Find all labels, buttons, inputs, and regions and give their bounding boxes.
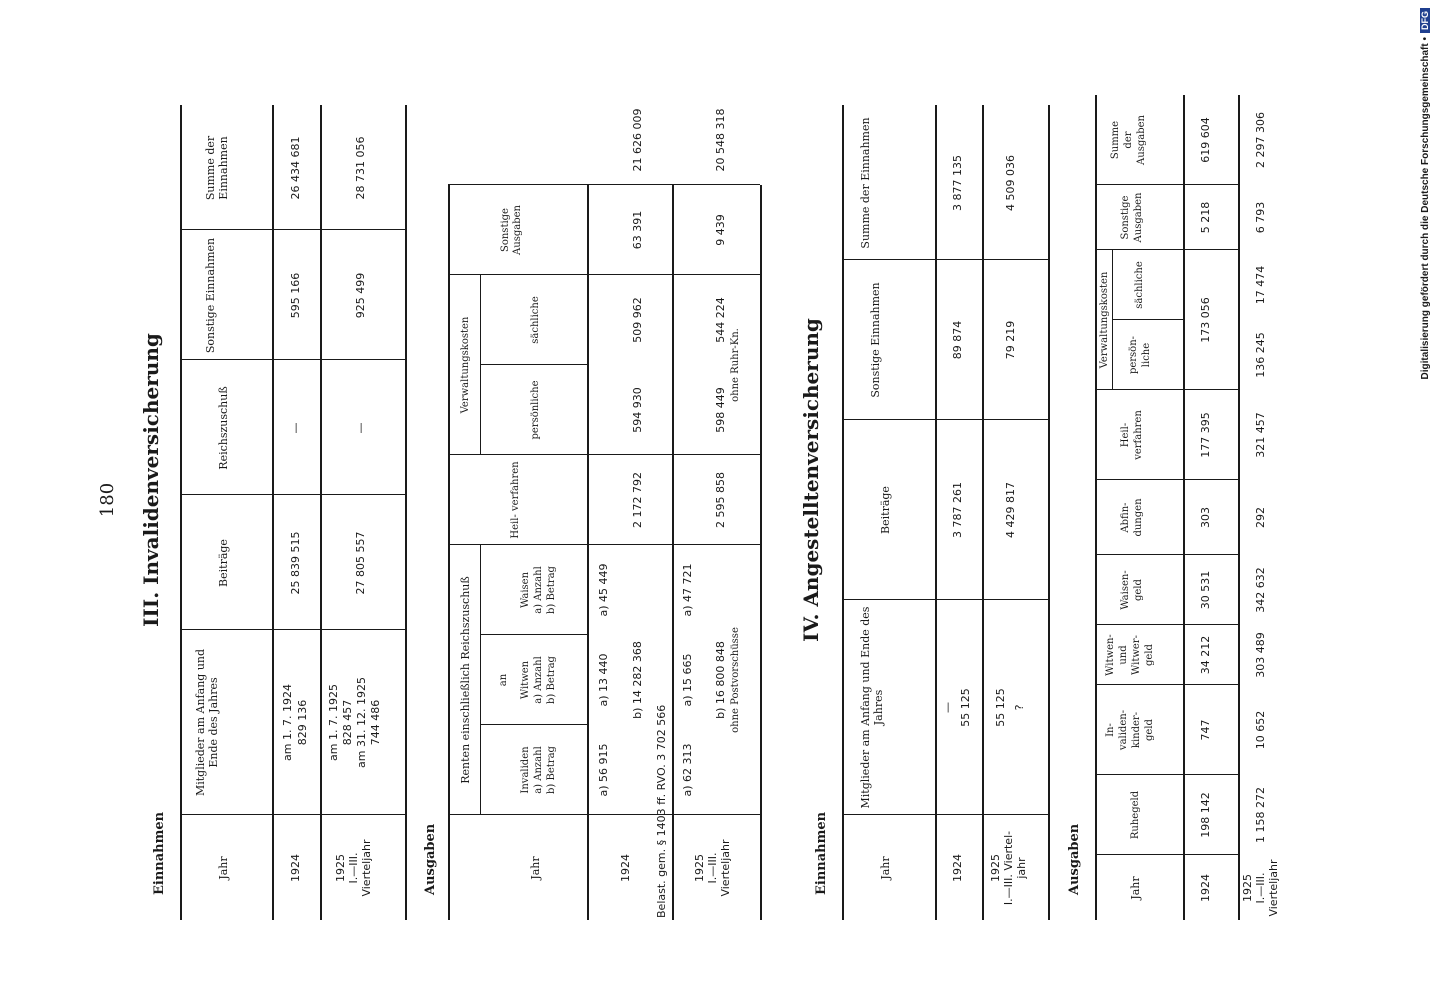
- row-witwen: 303 489: [1254, 632, 1267, 678]
- header-waisen: a) Anzahl: [533, 566, 544, 614]
- table-rule: [1095, 184, 1238, 185]
- header-jahr: Jahr: [529, 856, 542, 880]
- section4-title: IV. Angestelltenversicherung: [799, 318, 823, 642]
- table-rule: [448, 184, 760, 185]
- row-members: am 1. 7. 1925: [327, 684, 340, 761]
- header-sonstige: Sonstige Einnahmen: [869, 282, 882, 398]
- row-year: 1924: [951, 854, 964, 882]
- header-waisen: Waisen-: [1120, 570, 1131, 610]
- table-rule: [448, 185, 450, 920]
- header-invaliden: kinder-: [1131, 711, 1142, 749]
- header-summe: der: [1123, 131, 1134, 149]
- row-waisen: a) 45 449: [597, 563, 610, 617]
- header-persoenliche: persön-: [1128, 335, 1139, 375]
- table-rule: [1095, 554, 1238, 555]
- row-betrag: b) 14 282 368: [631, 641, 644, 719]
- row-invaliden: a) 62 313: [681, 743, 694, 797]
- table-rule: [1095, 774, 1238, 775]
- row-betrag-note: ohne Postvorschüsse: [730, 627, 741, 733]
- row-sonstige: 925 499: [354, 272, 367, 319]
- row-members: 829 136: [296, 699, 309, 746]
- row-year: I.—III.: [347, 852, 360, 884]
- row-saechliche-note: ohne Ruhr-Kn.: [730, 328, 741, 402]
- table-rule: [448, 544, 760, 545]
- table-rule: [320, 105, 322, 920]
- row-witwen: 34 212: [1199, 635, 1212, 675]
- ausgaben-note: Belast. gem. § 1403 ff. RVO. 3 702 566: [655, 704, 668, 918]
- row-reichszuschuss: —: [354, 422, 367, 434]
- header-invaliden: validen-: [1118, 709, 1129, 751]
- header-witwen: Witwen: [520, 660, 531, 700]
- dfg-logo: DFG: [1420, 8, 1430, 33]
- row-abfindungen: 303: [1199, 507, 1212, 528]
- table-rule: [842, 814, 1048, 815]
- table-rule: [448, 814, 760, 815]
- row-invaliden: a) 56 915: [597, 743, 610, 797]
- header-jahr: Jahr: [217, 856, 230, 880]
- row-sonstige: 9 439: [714, 214, 727, 246]
- section4-ausgaben-label: Ausgaben: [1067, 823, 1082, 895]
- row-abfindungen: 292: [1254, 507, 1267, 528]
- header-witwen: geld: [1144, 644, 1155, 666]
- row-reichszuschuss: —: [289, 422, 302, 434]
- table-rule: [1048, 105, 1050, 920]
- header-mitglieder: Mitglieder am Anfang und Ende des Jahres: [194, 648, 220, 797]
- header-sonstige: Sonstige: [1120, 195, 1131, 240]
- row-year: 1924: [1199, 874, 1212, 902]
- row-summe: 28 731 056: [354, 136, 367, 200]
- row-summe: 21 626 009: [631, 108, 644, 172]
- header-invaliden: In-: [1105, 723, 1116, 737]
- row-summe: 20 548 318: [714, 108, 727, 172]
- header-persoenliche: liche: [1141, 342, 1152, 368]
- header-mitglieder: Mitglieder am Anfang und Ende des Jahres: [859, 606, 885, 809]
- row-summe: 3 877 135: [951, 155, 964, 211]
- table-rule: [180, 814, 405, 815]
- table-rule: [480, 634, 587, 635]
- row-year: 1924: [289, 854, 302, 882]
- row-persoenliche: 594 930: [631, 387, 644, 433]
- row-year: jahr: [1015, 857, 1028, 879]
- header-saechliche: sächliche: [530, 296, 541, 344]
- row-members: am 1. 7. 1924: [281, 684, 294, 761]
- row-beitraege: 4 429 817: [1004, 482, 1017, 538]
- row-persoenliche: 136 245: [1254, 332, 1267, 378]
- row-ruhegeld: 198 142: [1199, 792, 1212, 838]
- row-year: 1924: [619, 854, 632, 882]
- table-rule: [842, 105, 844, 920]
- table-rule: [180, 359, 405, 360]
- row-betrag: b) 16 800 848: [714, 641, 727, 719]
- table-rule: [480, 275, 481, 455]
- table-rule: [480, 364, 587, 365]
- row-heilverfahren: 2 172 792: [631, 472, 644, 528]
- footer-bar: [1418, 8, 1432, 992]
- header-persoenliche: persönliche: [530, 380, 541, 440]
- row-beitraege: 27 805 557: [354, 531, 367, 595]
- header-verwaltungskosten: Verwaltungskosten: [460, 316, 471, 414]
- header-abfindungen: dungen: [1133, 498, 1144, 537]
- header-summe: Summe der Einnahmen: [204, 135, 230, 201]
- table-rule: [842, 599, 1048, 600]
- row-members: 55 125: [959, 688, 972, 727]
- row-members: 744 486: [369, 699, 382, 746]
- table-rule: [935, 105, 937, 920]
- row-saechliche: 509 962: [631, 297, 644, 343]
- row-members: 828 457: [341, 699, 354, 746]
- row-witwen: a) 13 440: [597, 653, 610, 707]
- table-rule: [1095, 95, 1097, 920]
- table-rule: [1095, 684, 1238, 685]
- row-persoenliche: 598 449: [714, 387, 727, 433]
- header-verwaltungskosten: Verwaltungskosten: [1099, 271, 1110, 369]
- table-rule: [1095, 854, 1238, 855]
- header-waisen: Waisen: [520, 571, 531, 609]
- row-ruhegeld: 1 158 272: [1254, 787, 1267, 843]
- table-rule: [1112, 319, 1183, 320]
- row-sonstige: 595 166: [289, 272, 302, 319]
- row-heilverfahren: 177 395: [1199, 412, 1212, 458]
- row-summe: 4 509 036: [1004, 155, 1017, 211]
- header-heilverfahren: verfahren: [1133, 410, 1144, 460]
- table-rule: [842, 259, 1048, 260]
- row-members: 55 125: [994, 688, 1007, 727]
- row-beitraege: 3 787 261: [951, 482, 964, 538]
- header-witwen: Witwer-: [1131, 635, 1142, 675]
- row-members: am 31. 12. 1925: [355, 677, 368, 768]
- table-rule: [180, 629, 405, 630]
- header-sonstige: Sonstige Ausgaben: [500, 205, 523, 255]
- row-year: I.—III.: [1254, 872, 1267, 904]
- header-summe: Summe der Einnahmen: [859, 117, 872, 249]
- header-summe: Summe: [1110, 120, 1121, 160]
- header-witwen: an: [498, 673, 509, 687]
- header-heilverfahren: Heil-: [1120, 422, 1131, 448]
- table-rule: [180, 105, 182, 920]
- header-beitraege: Beiträge: [217, 539, 230, 587]
- row-sonstige: 79 219: [1004, 320, 1017, 360]
- footer-text-wrap: [1418, 8, 1432, 992]
- row-invaliden: 10 652: [1254, 710, 1267, 750]
- section3-ausgaben-label: Ausgaben: [423, 823, 438, 895]
- footer-text: Digitalisierung gefördert durch die Deutsche Forschungsgemeinschaft •: [1419, 37, 1431, 380]
- row-year: 1925: [1241, 874, 1254, 902]
- header-reichszuschuss: Reichszuschuß: [217, 386, 230, 470]
- table-rule: [1095, 479, 1238, 480]
- row-witwen: a) 15 665: [681, 653, 694, 707]
- header-abfindungen: Abfin-: [1120, 502, 1131, 533]
- header-witwen: Witwen-: [1105, 634, 1116, 676]
- row-summe: 26 434 681: [289, 136, 302, 200]
- row-year: Vierteljahr: [719, 839, 732, 897]
- section4-einnahmen-label: Einnahmen: [814, 811, 829, 895]
- section3-einnahmen-label: Einnahmen: [152, 811, 167, 895]
- header-jahr: Jahr: [1129, 876, 1142, 900]
- header-heilverfahren: Heil- verfahren: [510, 461, 521, 539]
- row-saechliche: 544 224: [714, 297, 727, 343]
- header-invaliden: a) Anzahl: [533, 746, 544, 794]
- table-rule: [480, 724, 587, 725]
- row-sonstige: 63 391: [631, 210, 644, 250]
- page-number: 180: [97, 482, 118, 518]
- row-summe: 2 297 306: [1254, 112, 1267, 168]
- row-year: I.—III.: [706, 852, 719, 884]
- header-witwen: b) Betrag: [546, 656, 557, 704]
- table-rule: [1095, 389, 1238, 390]
- row-waisen: 342 632: [1254, 567, 1267, 613]
- row-members: —: [941, 702, 954, 713]
- table-rule: [180, 494, 405, 495]
- row-sonstige: 89 874: [951, 320, 964, 360]
- header-waisen: geld: [1133, 579, 1144, 601]
- row-beitraege: 25 839 515: [289, 531, 302, 595]
- table-rule: [982, 105, 984, 920]
- section3-title: III. Invalidenversicherung: [139, 333, 163, 627]
- row-year: 1925: [334, 854, 347, 882]
- table-rule: [1112, 250, 1113, 390]
- table-rule: [180, 229, 405, 230]
- header-beitraege: Beiträge: [879, 486, 892, 534]
- header-waisen: b) Betrag: [546, 566, 557, 614]
- header-invaliden: geld: [1144, 719, 1155, 741]
- table-rule: [1095, 624, 1238, 625]
- table-rule: [842, 419, 1048, 420]
- row-sonstige: 6 793: [1254, 201, 1267, 234]
- header-renten: Renten einschließlich Reichszuschuß: [459, 576, 472, 784]
- row-heilverfahren: 321 457: [1254, 412, 1267, 458]
- table-rule: [272, 105, 274, 920]
- table-rule: [760, 185, 762, 920]
- row-year: I.—III. Viertel-: [1002, 830, 1015, 906]
- table-rule: [1238, 95, 1240, 920]
- header-invaliden: b) Betrag: [546, 746, 557, 794]
- table-rule: [1095, 249, 1238, 250]
- row-verwaltungskosten: 173 056: [1199, 297, 1212, 343]
- table-rule: [587, 185, 589, 920]
- table-rule: [480, 545, 481, 815]
- header-ruhegeld: Ruhegeld: [1130, 790, 1141, 840]
- header-saechliche: sächliche: [1134, 261, 1145, 309]
- row-year: 1925: [989, 854, 1002, 882]
- header-jahr: Jahr: [879, 856, 892, 880]
- row-heilverfahren: 2 595 858: [714, 472, 727, 528]
- row-year: 1925: [693, 854, 706, 882]
- table-rule: [672, 185, 674, 920]
- header-summe: Ausgaben: [1136, 115, 1147, 165]
- row-waisen: 30 531: [1199, 570, 1212, 610]
- table-rule: [448, 454, 760, 455]
- header-sonstige: Sonstige Einnahmen: [204, 237, 217, 354]
- row-year: Vierteljahr: [360, 839, 373, 897]
- row-members: ?: [1013, 704, 1026, 711]
- row-saechliche: 17 474: [1254, 265, 1267, 305]
- header-witwen: a) Anzahl: [533, 656, 544, 704]
- row-waisen: a) 47 721: [681, 563, 694, 617]
- row-year: Vierteljahr: [1267, 859, 1280, 917]
- table-rule: [448, 274, 760, 275]
- table-rule: [405, 105, 407, 920]
- header-invaliden: Invaliden: [520, 746, 531, 794]
- header-sonstige: Ausgaben: [1133, 192, 1144, 243]
- header-witwen: und: [1118, 645, 1129, 665]
- table-rule: [1183, 95, 1185, 920]
- row-invaliden: 747: [1199, 719, 1212, 741]
- row-summe: 619 604: [1199, 117, 1212, 163]
- row-sonstige: 5 218: [1199, 201, 1212, 234]
